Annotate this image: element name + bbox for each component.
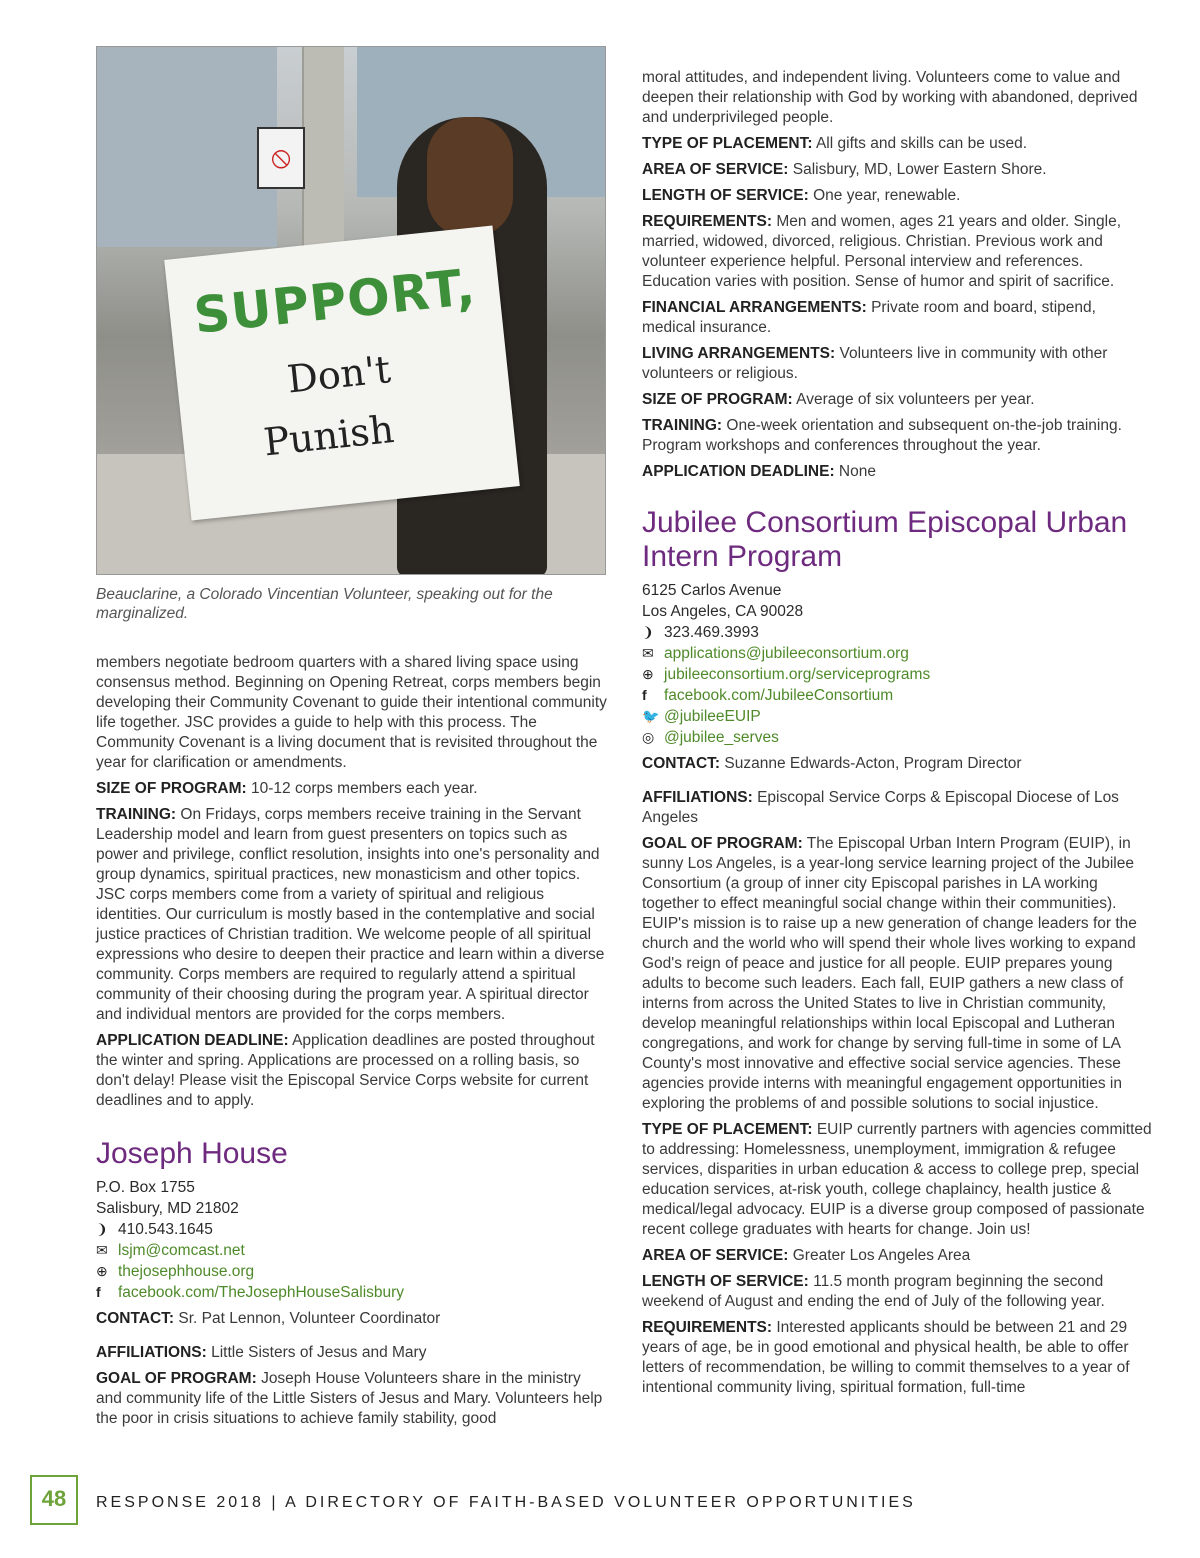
jubilee-twitter-link[interactable]: @jubileeEUIP	[664, 708, 761, 725]
sign-line-2: Don't	[285, 347, 393, 402]
joseph-web-row[interactable]	[96, 1261, 608, 1282]
globe-icon: ⊕	[96, 1263, 108, 1279]
joseph-web-link[interactable]: thejosephhouse.org	[118, 1263, 255, 1280]
joseph-phone: 410.543.1645	[118, 1221, 213, 1238]
jubilee-instagram-row[interactable]	[642, 727, 1152, 748]
joseph-facebook-link[interactable]: facebook.com/TheJosephHouseSalisbury	[118, 1284, 405, 1301]
right-column	[642, 68, 1152, 1404]
sign-line-3: Punish	[261, 407, 397, 465]
instagram-icon: ◎	[642, 729, 655, 745]
joseph-address-line-2: Salisbury, MD 21802	[96, 1200, 239, 1217]
jubilee-web-link[interactable]: jubileeconsortium.org/serviceprograms	[664, 666, 931, 683]
twitter-icon: 🐦	[642, 708, 660, 724]
right-type-of-placement: TYPE OF PLACEMENT: All gifts and skills can be used.	[642, 135, 1028, 152]
joseph-goal: GOAL OF PROGRAM: Joseph House Volunteers share in the ministry and community life of the Little Sisters of Jesus and Mary. Volunteers help the poor in crisis situations to achieve family stability, good	[96, 1370, 603, 1427]
joseph-affiliations: AFFILIATIONS: Little Sisters of Jesus and Mary	[96, 1344, 427, 1361]
right-length-of-service: LENGTH OF SERVICE: One year, renewable.	[642, 187, 961, 204]
jubilee-contact-block	[642, 580, 1152, 748]
right-training: TRAINING: One-week orientation and subsequent on-the-job training. Program workshops and conferences throughout the year.	[642, 417, 1122, 454]
jubilee-web-row[interactable]	[642, 664, 1152, 685]
jubilee-area-of-service: AREA OF SERVICE: Greater Los Angeles Area	[642, 1247, 971, 1264]
jubilee-length-of-service: LENGTH OF SERVICE: 11.5 month program beginning the second weekend of August and ending the end of July of the following year.	[642, 1273, 1105, 1310]
jubilee-facebook-link[interactable]: facebook.com/JubileeConsortium	[664, 687, 894, 704]
joseph-facebook-row[interactable]	[96, 1282, 608, 1303]
left-intro-paragraph: members negotiate bedroom quarters with a shared living space using consensus method. Beginning on Opening Retreat, corps members begin developing their Community Covenant to guide their intentional community life together. JSC provides a guide to help with this process. The Community Covenant is a living document that is revisited throughout the year for clarification or amendments.	[96, 654, 607, 771]
joseph-house-contact-block	[96, 1177, 608, 1303]
joseph-address-line-1: P.O. Box 1755	[96, 1179, 195, 1196]
volunteer-photo	[96, 46, 606, 575]
jubilee-email-row[interactable]	[642, 643, 1152, 664]
protest-sign	[164, 225, 520, 520]
jubilee-phone: 323.469.3993	[664, 624, 759, 641]
jubilee-type-of-placement: TYPE OF PLACEMENT: EUIP currently partners with agencies committed to addressing: Homelessness, unemployment, immigration & refugee services, disparities in urban education & access to college prep, special education services, at-risk youth, college chaplaincy, health justice & medical/legal advocacy. EUIP is a diverse group composed of passionate recent college graduates with hearts for change. Join us!	[642, 1121, 1152, 1238]
jubilee-twitter-row[interactable]	[642, 706, 1152, 727]
left-training: TRAINING: On Fridays, corps members receive training in the Servant Leadership model and learn from guest presenters on topics such as power and privilege, conflict resolution, insights into one's personality and group dynamics, spiritual practices, new monasticism and other topics. JSC corps members come from a variety of spiritual and religious identities. Our curriculum is mostly based in the contemplative and social justice practices of Christian tradition. We welcome people of all spiritual expressions who desire to deepen their practice and learn within a diverse community. Corps members are required to regularly attend a spiritual community of their choosing during the program year. A spiritual director and individual mentors are provided for the corps members.	[96, 806, 605, 1023]
jubilee-address-line-1: 6125 Carlos Avenue	[642, 582, 782, 599]
jubilee-address-line-2: Los Angeles, CA 90028	[642, 603, 804, 620]
globe-icon: ⊕	[642, 666, 654, 682]
right-area-of-service: AREA OF SERVICE: Salisbury, MD, Lower Eastern Shore.	[642, 161, 1047, 178]
joseph-contact: CONTACT: Sr. Pat Lennon, Volunteer Coordinator	[96, 1310, 441, 1327]
left-column	[96, 46, 608, 1435]
jubilee-heading: Jubilee Consortium Episcopal Urban Intern Program	[642, 506, 1128, 573]
footer-title: RESPONSE 2018 | A DIRECTORY OF FAITH-BASED VOLUNTEER OPPORTUNITIES	[96, 1494, 916, 1511]
joseph-email-row[interactable]	[96, 1240, 608, 1261]
jubilee-goal: GOAL OF PROGRAM: The Episcopal Urban Intern Program (EUIP), in sunny Los Angeles, is a year-long service learning project of the Jubilee Consortium (a group of inner city Episcopal parishes in LA working together to effect meaningful social change within their communities). EUIP's mission is to raise up a new generation of change leaders for the church and the world who will spend their whole lives working to expand God's reign of peace and justice for all people. EUIP prepares young adults to become such leaders. Each fall, EUIP gathers a new class of interns from across the United States to live in Christian community, develop meaningful relationships within local Episcopal and Lutheran congregations, and work for change by serving full-time in some of LA County's most innovative and effective social service agencies. These agencies provide interns with meaningful engagement opportunities in exploring the problems of and possible solutions to social injustice.	[642, 835, 1137, 1112]
facebook-icon: f	[642, 687, 647, 703]
email-icon: ✉	[642, 645, 654, 661]
jubilee-instagram-link[interactable]: @jubilee_serves	[664, 729, 779, 746]
jubilee-contact: CONTACT: Suzanne Edwards-Acton, Program Director	[642, 755, 1022, 772]
phone-icon: ❩	[96, 1221, 108, 1237]
jubilee-email-link[interactable]: applications@jubileeconsortium.org	[664, 645, 909, 662]
joseph-email-link[interactable]: lsjm@comcast.net	[118, 1242, 245, 1259]
sign-line-1: SUPPORT,	[191, 257, 479, 345]
email-icon: ✉	[96, 1242, 108, 1258]
right-size-of-program: SIZE OF PROGRAM: Average of six volunteers per year.	[642, 391, 1035, 408]
facebook-icon: f	[96, 1284, 101, 1300]
jubilee-affiliations: AFFILIATIONS: Episcopal Service Corps & Episcopal Diocese of Los Angeles	[642, 789, 1119, 826]
right-intro-paragraph: moral attitudes, and independent living. Volunteers come to value and deepen their relationship with God by working with abandoned, deprived and underprivileged people.	[642, 69, 1138, 126]
right-application-deadline: APPLICATION DEADLINE: None	[642, 463, 876, 480]
phone-icon: ❩	[642, 624, 654, 640]
right-living-arrangements: LIVING ARRANGEMENTS: Volunteers live in community with other volunteers or religious.	[642, 345, 1108, 382]
right-requirements: REQUIREMENTS: Men and women, ages 21 years and older. Single, married, widowed, divorced, religious. Christian. Previous work and volunteer experience helpful. Personal interview and references. Education varies with position. Sense of humor and spirit of sacrifice.	[642, 213, 1122, 290]
right-financial-arrangements: FINANCIAL ARRANGEMENTS: Private room and board, stipend, medical insurance.	[642, 299, 1096, 336]
left-size-of-program: SIZE OF PROGRAM: 10-12 corps members each year.	[96, 780, 478, 797]
joseph-house-heading: Joseph House	[96, 1137, 288, 1170]
photo-caption: Beauclarine, a Colorado Vincentian Volunteer, speaking out for the marginalized.	[96, 586, 553, 622]
left-application-deadline: APPLICATION DEADLINE: Application deadlines are posted throughout the winter and spring. Applications are processed on a rolling basis, so don't delay! Please visit the Episcopal Service Corps website for current deadlines and to apply.	[96, 1032, 595, 1109]
page-number: 48	[30, 1475, 78, 1525]
jubilee-facebook-row[interactable]	[642, 685, 1152, 706]
jubilee-requirements: REQUIREMENTS: Interested applicants should be between 21 and 29 years of age, be in good emotional and physical health, be able to offer letters of recommendation, be willing to commit themselves to a year of intentional community living, spiritual formation, full-time	[642, 1319, 1130, 1396]
jubilee-phone-row	[642, 622, 1152, 643]
joseph-phone-row	[96, 1219, 608, 1240]
no-right-turn-sign: ⦸	[257, 127, 305, 189]
